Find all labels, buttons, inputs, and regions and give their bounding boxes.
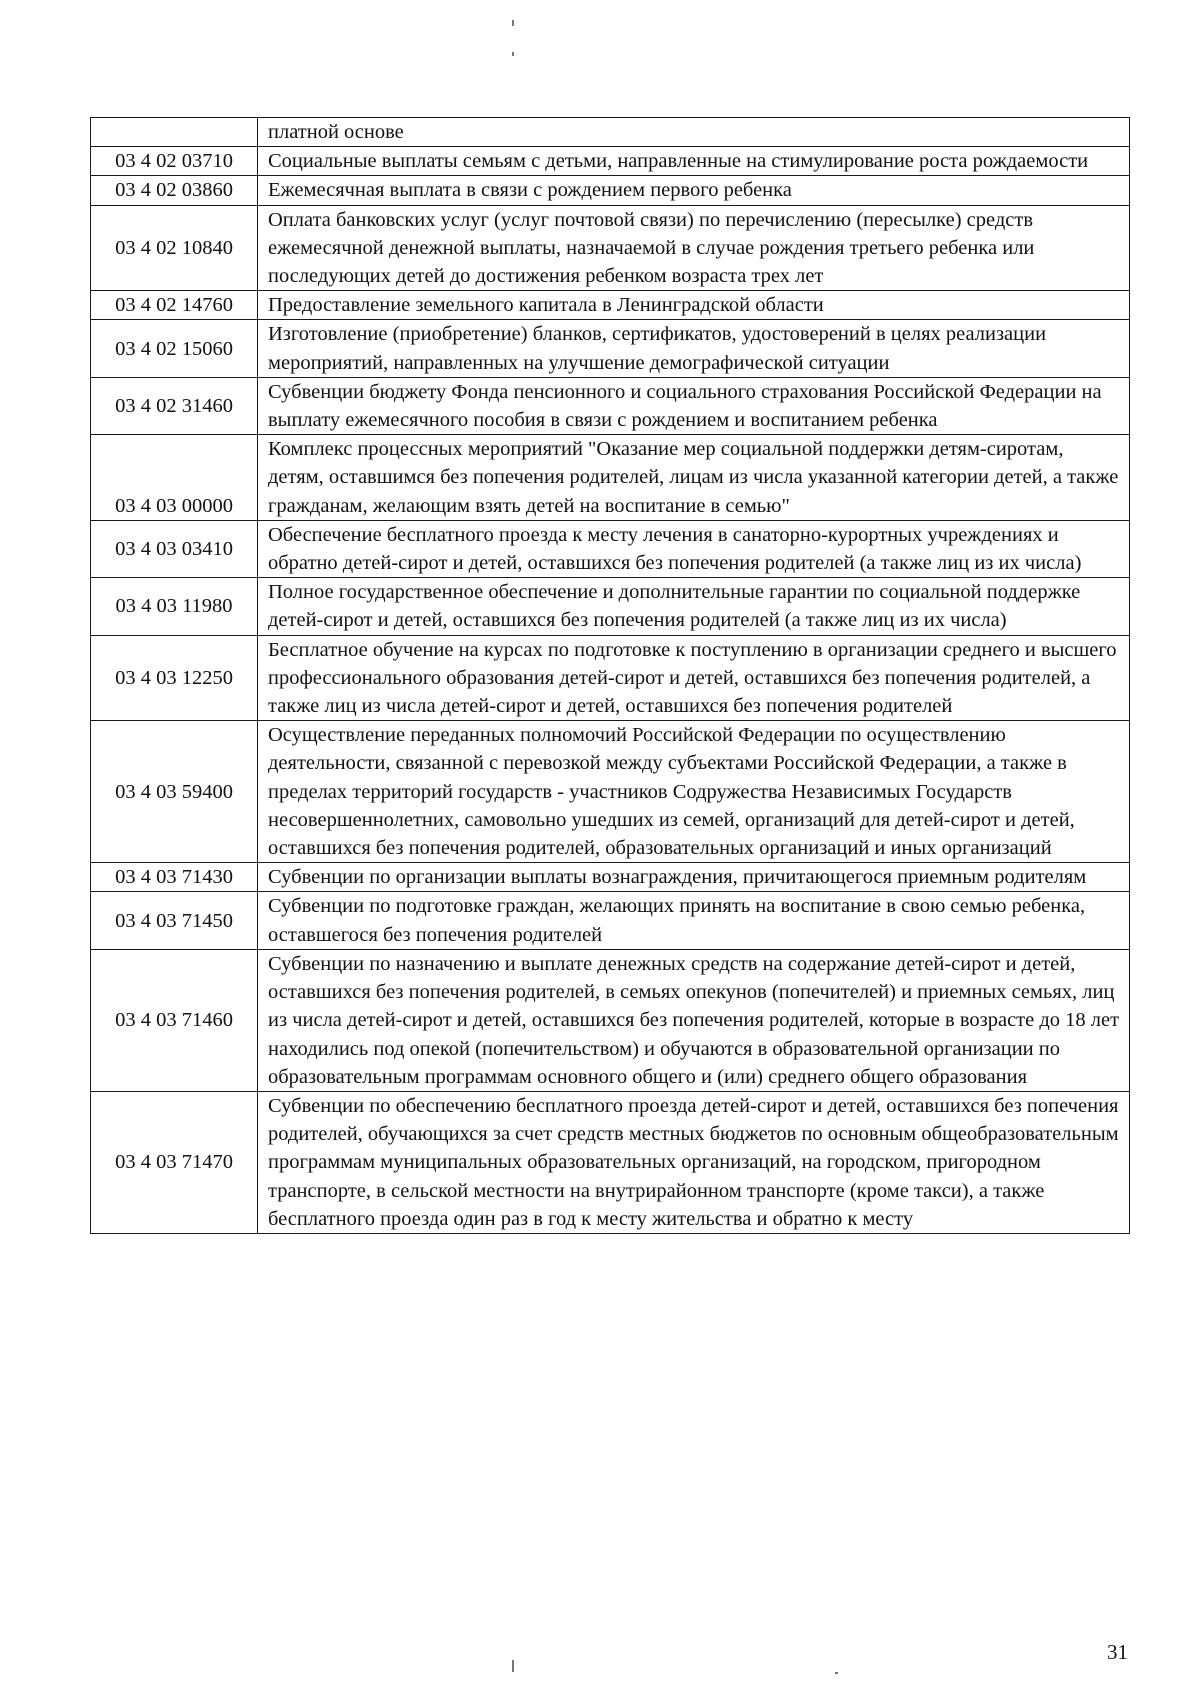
table-row xyxy=(91,635,1130,721)
budget-code-cell: 03 4 02 31460 xyxy=(91,377,258,434)
budget-code-cell: 03 4 03 12250 xyxy=(91,635,258,721)
budget-code-table xyxy=(90,117,1130,1234)
description-cell: Субвенции по организации выплаты вознаграждения, причитающегося приемным родителям xyxy=(258,863,1130,892)
description-cell: Обеспечение бесплатного проезда к месту лечения в санаторно-курортных учреждениях и обратно детей-сирот и детей, оставшихся без попечения родителей (а также лиц из их числа) xyxy=(258,520,1130,577)
description-cell: Субвенции бюджету Фонда пенсионного и социального страхования Российской Федерации на выплату ежемесячного пособия в связи с рождением и воспитанием ребенка xyxy=(258,377,1130,434)
budget-code-cell: 03 4 03 71470 xyxy=(91,1091,258,1233)
table-row xyxy=(91,377,1130,434)
budget-code-cell: 03 4 02 15060 xyxy=(91,320,258,377)
scan-speck xyxy=(512,20,514,26)
description-cell: Бесплатное обучение на курсах по подготовке к поступлению в организации среднего и высшего профессионального образования детей-сирот и детей, оставшихся без попечения родителей, а также лиц из числа детей-сирот и детей, оставшихся без попечения родителей xyxy=(258,635,1130,721)
description-cell: платной основе xyxy=(258,118,1130,147)
budget-code-cell: 03 4 03 71460 xyxy=(91,949,258,1091)
table-row xyxy=(91,949,1130,1091)
scan-speck xyxy=(835,1672,838,1674)
description-cell: Субвенции по обеспечению бесплатного проезда детей-сирот и детей, оставшихся без попечения родителей, обучающихся за счет средств местных бюджетов по основным общеобразовательным программам муниципальных образовательных организаций, на городском, пригородном транспорте, в сельской местности на внутрирайонном транспорте (кроме такси), а также бесплатного проезда один раз в год к месту жительства и обратно к месту xyxy=(258,1091,1130,1233)
description-cell: Субвенции по назначению и выплате денежных средств на содержание детей-сирот и детей, оставшихся без попечения родителей, в семьях опекунов (попечителей) и приемных семьях, лиц из числа детей-сирот и детей, оставшихся без попечения родителей, которые в возрасте до 18 лет находились под опекой (попечительством) и обучаются в образовательной организации по образовательным программам основного общего и (или) среднего общего образования xyxy=(258,949,1130,1091)
description-cell: Ежемесячная выплата в связи с рождением первого ребенка xyxy=(258,176,1130,205)
budget-code-cell: 03 4 02 10840 xyxy=(91,205,258,291)
table-row xyxy=(91,205,1130,291)
budget-code-cell: 03 4 03 00000 xyxy=(91,435,258,521)
budget-code-cell: 03 4 02 03710 xyxy=(91,147,258,176)
table-row xyxy=(91,320,1130,377)
table-row xyxy=(91,892,1130,949)
page-number: 31 xyxy=(1107,1640,1128,1664)
budget-code-cell xyxy=(91,118,258,147)
scan-speck xyxy=(512,1660,514,1672)
table-row xyxy=(91,118,1130,147)
table-row xyxy=(91,721,1130,863)
description-cell: Предоставление земельного капитала в Ленинградской области xyxy=(258,291,1130,320)
budget-code-cell: 03 4 03 71430 xyxy=(91,863,258,892)
description-cell: Полное государственное обеспечение и дополнительные гарантии по социальной поддержке детей-сирот и детей, оставшихся без попечения родителей (а также лиц из их числа) xyxy=(258,578,1130,635)
table-row xyxy=(91,176,1130,205)
description-cell: Субвенции по подготовке граждан, желающих принять на воспитание в свою семью ребенка, оставшегося без попечения родителей xyxy=(258,892,1130,949)
description-cell: Оплата банковских услуг (услуг почтовой связи) по перечислению (пересылке) средств ежемесячной денежной выплаты, назначаемой в случае рождения третьего ребенка или последующих детей до достижения ребенком возраста трех лет xyxy=(258,205,1130,291)
budget-code-cell: 03 4 03 71450 xyxy=(91,892,258,949)
budget-code-cell: 03 4 02 14760 xyxy=(91,291,258,320)
table-row xyxy=(91,435,1130,521)
table-row xyxy=(91,578,1130,635)
budget-code-cell: 03 4 03 11980 xyxy=(91,578,258,635)
table-row xyxy=(91,863,1130,892)
description-cell: Изготовление (приобретение) бланков, сертификатов, удостоверений в целях реализации мероприятий, направленных на улучшение демографической ситуации xyxy=(258,320,1130,377)
description-cell: Комплекс процессных мероприятий "Оказание мер социальной поддержки детям-сиротам, детям, оставшимся без попечения родителей, лицам из числа указанной категории детей, а также гражданам, желающим взять детей на воспитание в семью" xyxy=(258,435,1130,521)
table-row xyxy=(91,1091,1130,1233)
budget-code-cell: 03 4 03 59400 xyxy=(91,721,258,863)
table-row xyxy=(91,520,1130,577)
description-cell: Осуществление переданных полномочий Российской Федерации по осуществлению деятельности, связанной с перевозкой между субъектами Российской Федерации, а также в пределах территорий государств - участников Содружества Независимых Государств несовершеннолетних, самовольно ушедших из семей, организаций для детей-сирот и детей, оставшихся без попечения родителей, образовательных организаций и иных организаций xyxy=(258,721,1130,863)
table-row xyxy=(91,291,1130,320)
budget-code-cell: 03 4 03 03410 xyxy=(91,520,258,577)
budget-code-cell: 03 4 02 03860 xyxy=(91,176,258,205)
table-row xyxy=(91,147,1130,176)
table-body xyxy=(91,118,1130,1234)
scan-speck xyxy=(512,52,514,56)
description-cell: Социальные выплаты семьям с детьми, направленные на стимулирование роста рождаемости xyxy=(258,147,1130,176)
